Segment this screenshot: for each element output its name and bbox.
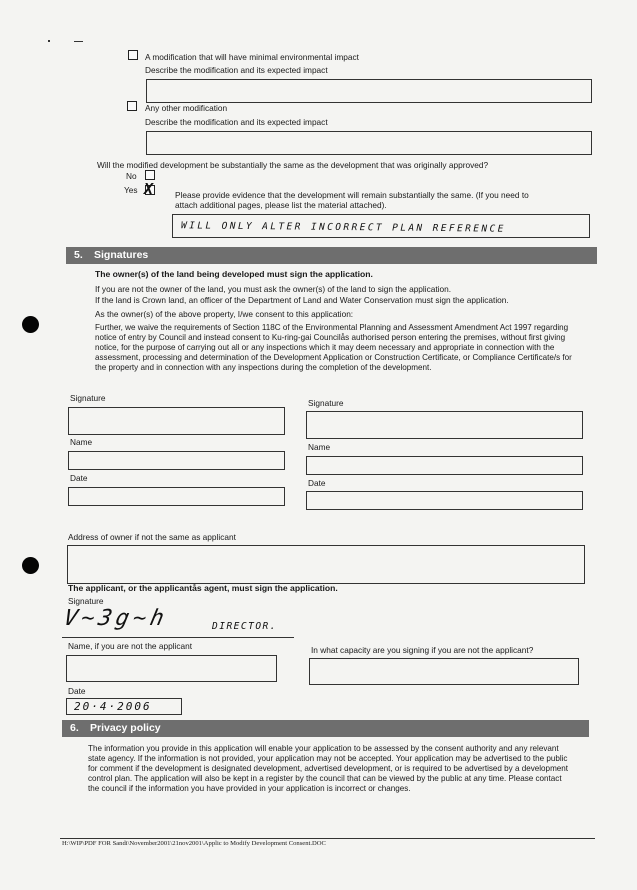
- signature-underline: [62, 637, 294, 638]
- section-6-number: 6.: [70, 722, 79, 734]
- section-6-header: [62, 720, 589, 737]
- punch-hole: [22, 316, 39, 333]
- scan-speck: [74, 41, 83, 42]
- checkbox-minimal-impact[interactable]: [128, 50, 138, 60]
- yes-check-mark: X: [144, 180, 154, 198]
- owner1-date-label: Date: [70, 473, 88, 483]
- evidence-handwritten-answer: WILL ONLY ALTER INCORRECT PLAN REFERENCE: [180, 220, 506, 235]
- crown-land-instructions: If the land is Crown land, an officer of the Department of Land and Water Conservation must sign the application.: [95, 295, 509, 305]
- applicant-signature-label: Signature: [68, 596, 104, 606]
- other-modification-label: Any other modification: [145, 103, 228, 113]
- owner2-signature-field[interactable]: [306, 411, 583, 439]
- name-if-not-applicant-field[interactable]: [66, 655, 277, 682]
- section-5-title: Signatures: [94, 249, 149, 261]
- no-label: No: [126, 171, 137, 181]
- privacy-policy-paragraph: The information you provide in this application will enable your application to be assessed by the consent authority and any relevant state agency. If the information is not provided, your application may not be accepted. Your application may be advertised to the public for comment if the development is designated development, advertised development, or is required to be advertised by a development control plan. The application will also be kept in a register by the council that can be viewed by the public at any time. Please contact the council if the information you have provided in your application is incorrect or changes.: [88, 744, 569, 793]
- checkbox-other-modification[interactable]: [127, 101, 137, 111]
- owner2-date-field[interactable]: [306, 491, 583, 510]
- applicant-must-sign-heading: The applicant, or the applicantås agent, must sign the application.: [68, 583, 338, 593]
- punch-hole: [22, 557, 39, 574]
- not-owner-instructions: If you are not the owner of the land, you must ask the owner(s) of the land to sign the application.: [95, 284, 452, 294]
- minimal-impact-desc-field[interactable]: [146, 79, 592, 103]
- capacity-label: In what capacity are you signing if you are not the applicant?: [311, 645, 534, 655]
- evidence-instructions-line1: Please provide evidence that the development will remain substantially the same. (If you need to: [175, 190, 529, 200]
- scan-speck: [48, 40, 50, 42]
- capacity-field[interactable]: [309, 658, 579, 685]
- signatory-title: DIRECTOR.: [212, 621, 277, 632]
- owner1-signature-field[interactable]: [68, 407, 285, 435]
- applicant-date-value: 20·4·2006: [74, 700, 152, 713]
- owner2-name-field[interactable]: [306, 456, 583, 475]
- owner1-name-field[interactable]: [68, 451, 285, 470]
- section-5-number: 5.: [74, 249, 83, 261]
- owner-must-sign-heading: The owner(s) of the land being developed must sign the application.: [95, 269, 373, 279]
- other-modification-desc-label: Describe the modification and its expected impact: [145, 117, 328, 127]
- owner1-name-label: Name: [70, 437, 93, 447]
- minimal-impact-label: A modification that will have minimal environmental impact: [145, 52, 359, 62]
- owner-consent-statement: As the owner(s) of the above property, I/we consent to this application:: [95, 309, 354, 319]
- footer-file-path: H:\WIP\PDF FOR Sandi\November2001\21nov2001\Applic to Modify Development Consent.DOC: [62, 840, 326, 847]
- substantially-same-question: Will the modified development be substantially the same as the development that was originally approved?: [97, 160, 489, 170]
- section-6-title: Privacy policy: [90, 722, 161, 734]
- applicant-signature: V~3g~h: [61, 606, 171, 631]
- minimal-impact-desc-label: Describe the modification and its expected impact: [145, 65, 328, 75]
- name-if-not-applicant-label: Name, if you are not the applicant: [68, 641, 193, 651]
- owner-address-field[interactable]: [67, 545, 585, 584]
- other-modification-desc-field[interactable]: [146, 131, 592, 155]
- owner2-name-label: Name: [308, 442, 331, 452]
- yes-label: Yes: [124, 185, 138, 195]
- evidence-instructions-line2: attach additional pages, please list the material attached).: [175, 200, 387, 210]
- owner2-date-label: Date: [308, 478, 326, 488]
- waiver-paragraph: Further, we waive the requirements of Section 118C of the Environmental Planning and Assessment Amendment Act 1997 regarding notice of entry by Council and instead consent to Ku-ring-gai Councilås authorised person entering the premises, without first giving notice, for the purpose of carrying out all or any inspections which it may deem necessary and appropriate in connection with the assessment, processing and determination of the Development Application or Construction Certificate, or Compliance Certificate/s for the property and in connection with any inspections during the completion of the development.: [95, 323, 572, 372]
- owner1-date-field[interactable]: [68, 487, 285, 506]
- owner2-signature-label: Signature: [308, 398, 344, 408]
- applicant-date-label: Date: [68, 686, 86, 696]
- owner-address-label: Address of owner if not the same as applicant: [68, 532, 236, 542]
- section-5-header: [66, 247, 597, 264]
- owner1-signature-label: Signature: [70, 393, 106, 403]
- checkbox-no[interactable]: [145, 170, 155, 180]
